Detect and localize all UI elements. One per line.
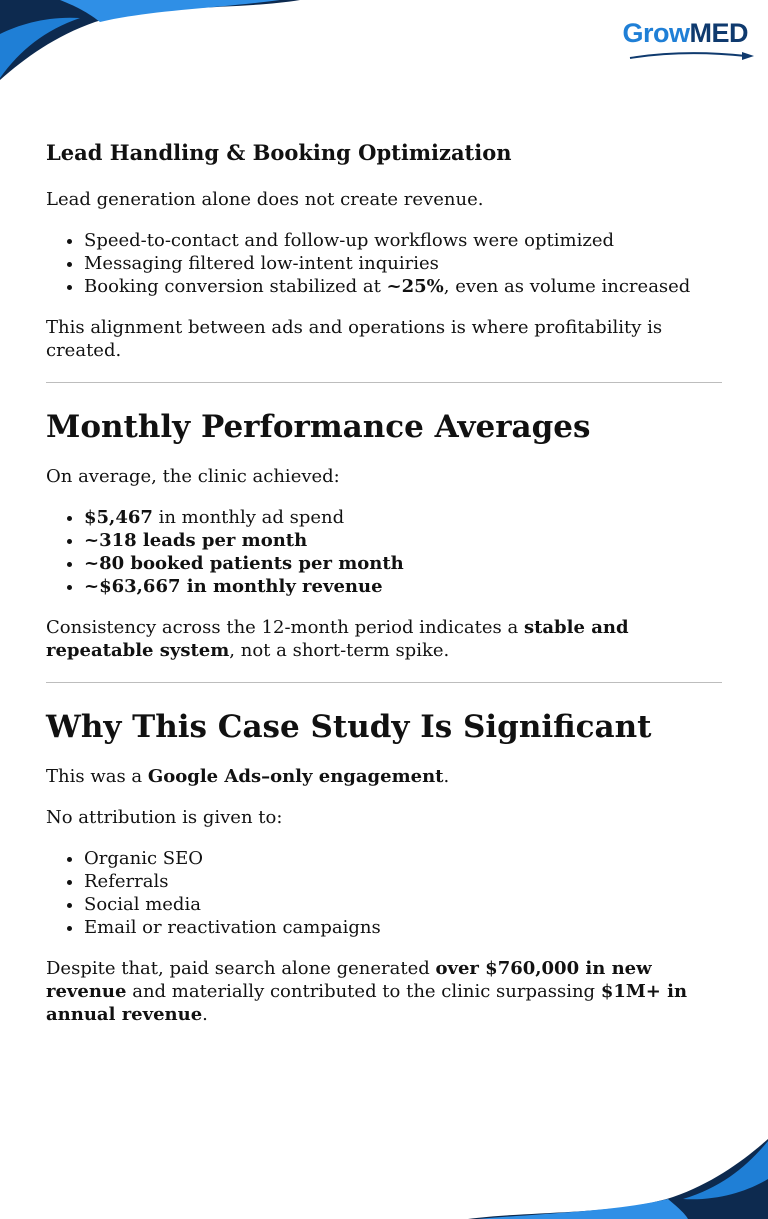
growmed-logo: Grow MED <box>622 18 748 58</box>
list-item: • ~$63,667 in monthly revenue <box>84 575 726 598</box>
monthly-closing-text: Consistency across the 12-month period indicates a stable and repeatable system, not a short-term spike. <box>46 617 629 661</box>
list-item: • Booking conversion stabilized at ~25%, even as volume increased <box>84 275 726 298</box>
why-engagement-text: This was a Google Ads–only engagement. <box>46 766 450 787</box>
list-item: • Messaging filtered low-intent inquiries <box>84 252 726 275</box>
section-monthly-performance <box>46 405 726 662</box>
section-divider <box>46 682 722 683</box>
top-left-wave-decoration <box>0 0 300 90</box>
section-heading-why-significant: Why This Case Study Is Significant <box>46 709 652 745</box>
section-why-significant <box>46 705 726 1026</box>
lead-intro-text: Lead generation alone does not create revenue. <box>46 189 484 210</box>
monthly-bullet-list <box>46 506 726 598</box>
logo-swoosh-icon <box>628 50 758 62</box>
list-item: • Organic SEO <box>84 847 726 870</box>
list-item: • Speed-to-contact and follow-up workflows were optimized <box>84 229 726 252</box>
list-item: • Email or reactivation campaigns <box>84 916 726 939</box>
monthly-intro-text: On average, the clinic achieved: <box>46 466 340 487</box>
why-bullet-list <box>46 847 726 939</box>
section-heading-monthly-performance: Monthly Performance Averages <box>46 409 591 445</box>
section-heading-lead-handling: Lead Handling & Booking Optimization <box>46 140 512 165</box>
list-item: • $5,467 in monthly ad spend <box>84 506 726 529</box>
list-item: • ~80 booked patients per month <box>84 552 726 575</box>
bottom-right-wave-decoration <box>468 1129 768 1219</box>
document-content <box>46 138 726 1044</box>
section-divider <box>46 382 722 383</box>
why-closing-text: Despite that, paid search alone generated over $760,000 in new revenue and materially contributed to the clinic surpassing $1M+ in annual revenue. <box>46 958 688 1025</box>
list-item: • Social media <box>84 893 726 916</box>
lead-closing-text: This alignment between ads and operations is where profitability is created. <box>46 317 663 361</box>
why-attribution-text: No attribution is given to: <box>46 807 283 828</box>
lead-bullet-list <box>46 229 726 298</box>
list-item: • ~318 leads per month <box>84 529 726 552</box>
list-item: • Referrals <box>84 870 726 893</box>
section-lead-handling <box>46 138 726 362</box>
